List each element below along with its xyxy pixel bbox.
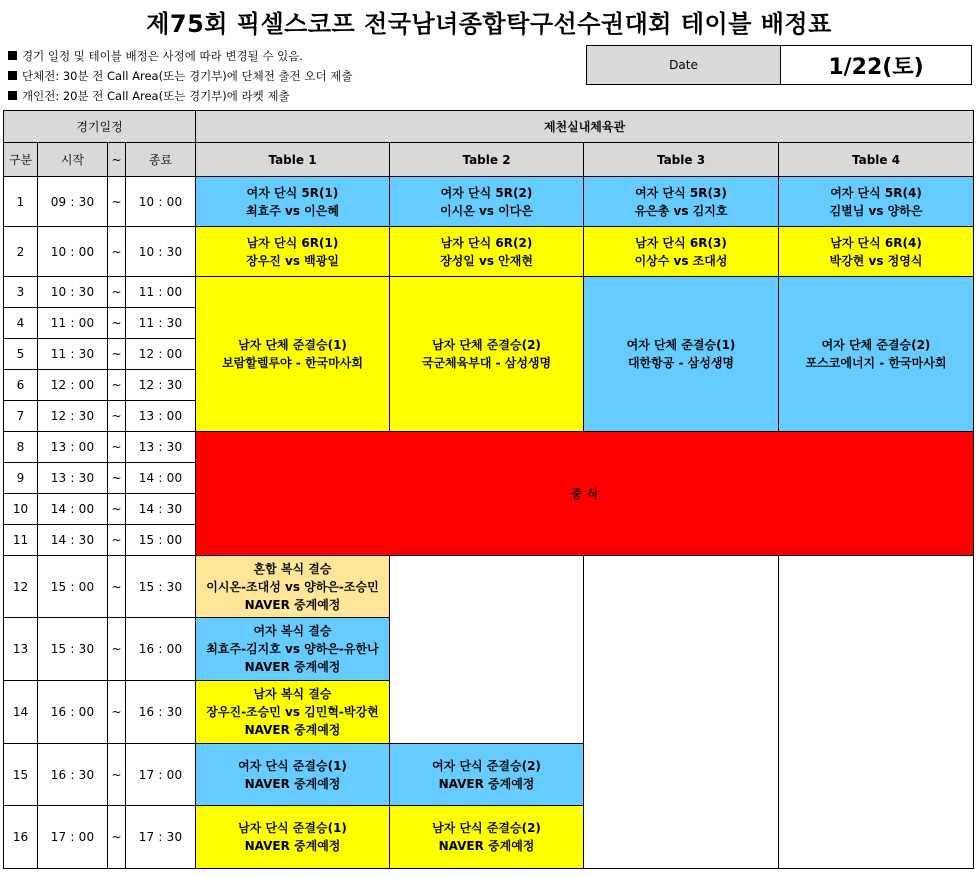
tilde: ~ xyxy=(108,744,126,806)
tilde: ~ xyxy=(108,432,126,463)
start-time: 14 : 30 xyxy=(38,525,108,556)
col-start-header: 시작 xyxy=(38,143,108,177)
start-time: 11 : 30 xyxy=(38,339,108,370)
col-end-header: 종료 xyxy=(126,143,196,177)
match-cell: 남자 단식 6R(4) 박강현 vs 정영식 xyxy=(779,227,974,277)
end-time: 15 : 30 xyxy=(126,556,196,618)
row-number: 14 xyxy=(4,681,38,744)
end-time: 10 : 30 xyxy=(126,227,196,277)
match-cell: 여자 단체 준결승(2) 포스코에너지 - 한국마사회 xyxy=(779,277,974,432)
lunch-break-cell: 중 식 xyxy=(196,432,974,556)
start-time: 16 : 00 xyxy=(38,681,108,744)
start-time: 09 : 30 xyxy=(38,177,108,227)
row-number: 12 xyxy=(4,556,38,618)
page-title: 제75회 픽셀스코프 전국남녀종합탁구선수권대회 테이블 배정표 xyxy=(146,10,832,38)
match-cell: 남자 단식 준결승(1) NAVER 중계예정 xyxy=(196,806,390,869)
schedule-header: 경기일정 xyxy=(4,111,196,143)
row-number: 11 xyxy=(4,525,38,556)
venue-header: 제천실내체육관 xyxy=(196,111,974,143)
end-time: 17 : 30 xyxy=(126,806,196,869)
match-cell: 여자 단식 5R(2) 이시온 vs 이다은 xyxy=(390,177,584,227)
start-time: 11 : 00 xyxy=(38,308,108,339)
match-cell: 여자 단식 준결승(2) NAVER 중계예정 xyxy=(390,744,584,806)
table-1-header: Table 1 xyxy=(196,143,390,177)
end-time: 16 : 30 xyxy=(126,681,196,744)
row-number: 1 xyxy=(4,177,38,227)
end-time: 15 : 00 xyxy=(126,525,196,556)
row-number: 10 xyxy=(4,494,38,525)
note-item: 단체전: 30분 전 Call Area(또는 경기부)에 단체전 출전 오더 제출 xyxy=(8,66,353,86)
match-cell: 여자 단체 준결승(1) 대한항공 - 삼성생명 xyxy=(584,277,779,432)
schedule-table xyxy=(3,110,974,869)
row-number: 2 xyxy=(4,227,38,277)
end-time: 12 : 00 xyxy=(126,339,196,370)
end-time: 17 : 00 xyxy=(126,744,196,806)
row-number: 5 xyxy=(4,339,38,370)
match-cell: 여자 단식 5R(4) 김별님 vs 양하은 xyxy=(779,177,974,227)
square-bullet-icon xyxy=(8,71,17,80)
tilde: ~ xyxy=(108,308,126,339)
square-bullet-icon xyxy=(8,51,17,60)
match-cell: 혼합 복식 결승 이시온-조대성 vs 양하은-조승민 NAVER 중계예정 xyxy=(196,556,390,618)
empty-cell xyxy=(584,556,779,869)
match-cell: 남자 단식 6R(3) 이상수 vs 조대성 xyxy=(584,227,779,277)
row-number: 9 xyxy=(4,463,38,494)
end-time: 11 : 30 xyxy=(126,308,196,339)
start-time: 16 : 30 xyxy=(38,744,108,806)
row-number: 15 xyxy=(4,744,38,806)
table-2-header: Table 2 xyxy=(390,143,584,177)
tilde: ~ xyxy=(108,339,126,370)
end-time: 12 : 30 xyxy=(126,370,196,401)
start-time: 12 : 30 xyxy=(38,401,108,432)
table-3-header: Table 3 xyxy=(584,143,779,177)
match-cell: 여자 단식 5R(3) 유은총 vs 김지호 xyxy=(584,177,779,227)
notes-list xyxy=(8,46,353,106)
note-item: 경기 일정 및 테이블 배정은 사정에 따라 변경될 수 있음. xyxy=(8,46,353,66)
table-4-header: Table 4 xyxy=(779,143,974,177)
col-tilde-header: ~ xyxy=(108,143,126,177)
row-number: 3 xyxy=(4,277,38,308)
match-cell: 남자 단체 준결승(2) 국군체육부대 - 삼성생명 xyxy=(390,277,584,432)
table-row xyxy=(4,556,974,618)
table-row xyxy=(4,277,974,308)
note-item: 개인전: 20분 전 Call Area(또는 경기부)에 라켓 제출 xyxy=(8,86,353,106)
date-box xyxy=(586,45,972,85)
table-row xyxy=(4,227,974,277)
start-time: 14 : 00 xyxy=(38,494,108,525)
end-time: 11 : 00 xyxy=(126,277,196,308)
tilde: ~ xyxy=(108,618,126,681)
row-number: 7 xyxy=(4,401,38,432)
tilde: ~ xyxy=(108,463,126,494)
empty-cell xyxy=(779,556,974,869)
start-time: 15 : 00 xyxy=(38,556,108,618)
row-number: 13 xyxy=(4,618,38,681)
match-cell: 남자 단체 준결승(1) 보람할렐루야 - 한국마사회 xyxy=(196,277,390,432)
start-time: 10 : 30 xyxy=(38,277,108,308)
tilde: ~ xyxy=(108,806,126,869)
end-time: 10 : 00 xyxy=(126,177,196,227)
tilde: ~ xyxy=(108,525,126,556)
table-row xyxy=(4,177,974,227)
tilde: ~ xyxy=(108,681,126,744)
end-time: 13 : 00 xyxy=(126,401,196,432)
tilde: ~ xyxy=(108,401,126,432)
tilde: ~ xyxy=(108,494,126,525)
end-time: 14 : 00 xyxy=(126,463,196,494)
table-row xyxy=(4,432,974,463)
start-time: 10 : 00 xyxy=(38,227,108,277)
row-number: 8 xyxy=(4,432,38,463)
row-number: 6 xyxy=(4,370,38,401)
match-cell: 남자 단식 준결승(2) NAVER 중계예정 xyxy=(390,806,584,869)
tilde: ~ xyxy=(108,370,126,401)
match-cell: 여자 단식 5R(1) 최효주 vs 이은혜 xyxy=(196,177,390,227)
tilde: ~ xyxy=(108,277,126,308)
end-time: 13 : 30 xyxy=(126,432,196,463)
row-number: 4 xyxy=(4,308,38,339)
start-time: 13 : 00 xyxy=(38,432,108,463)
start-time: 15 : 30 xyxy=(38,618,108,681)
row-number: 16 xyxy=(4,806,38,869)
date-label: Date xyxy=(587,46,781,84)
match-cell: 여자 복식 결승 최효주-김지호 vs 양하은-유한나 NAVER 중계예정 xyxy=(196,618,390,681)
tilde: ~ xyxy=(108,227,126,277)
match-cell: 남자 단식 6R(2) 장성일 vs 안재현 xyxy=(390,227,584,277)
start-time: 17 : 00 xyxy=(38,806,108,869)
match-cell: 남자 단식 6R(1) 장우진 vs 백광일 xyxy=(196,227,390,277)
square-bullet-icon xyxy=(8,91,17,100)
col-num-header: 구분 xyxy=(4,143,38,177)
empty-cell xyxy=(390,556,584,744)
tilde: ~ xyxy=(108,177,126,227)
match-cell: 여자 단식 준결승(1) NAVER 중계예정 xyxy=(196,744,390,806)
start-time: 12 : 00 xyxy=(38,370,108,401)
tilde: ~ xyxy=(108,556,126,618)
start-time: 13 : 30 xyxy=(38,463,108,494)
end-time: 16 : 00 xyxy=(126,618,196,681)
date-value: 1/22(토) xyxy=(828,54,924,80)
end-time: 14 : 30 xyxy=(126,494,196,525)
match-cell: 남자 복식 결승 장우진-조승민 vs 김민혁-박강현 NAVER 중계예정 xyxy=(196,681,390,744)
